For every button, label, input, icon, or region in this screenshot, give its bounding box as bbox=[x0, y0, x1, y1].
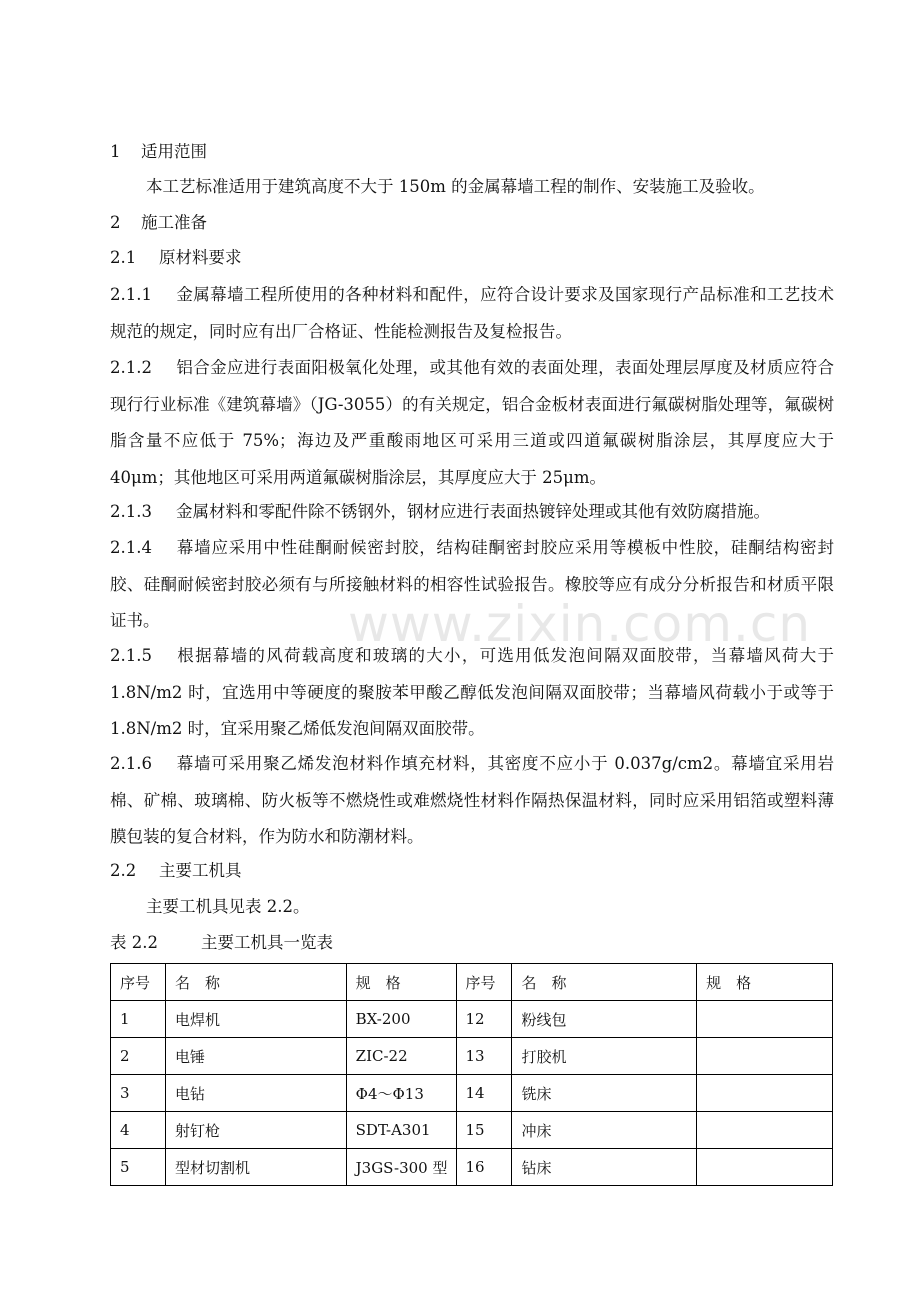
table-cell: 13 bbox=[456, 1038, 512, 1075]
section-2-2-heading: 2.2 主要工机具 bbox=[110, 861, 242, 880]
table-cell bbox=[697, 1075, 833, 1112]
paragraph-2-1-5: 2.1.5 根据幕墙的风荷载高度和玻璃的大小，可选用低发泡间隔双面胶带，当幕墙风荷大于 1.8N/m2 时，宜选用中等硬度的聚胺苯甲酸乙醇低发泡间隔双面胶带；当幕墙风荷载小于或等于 1.8N/m2 时，宜采用聚乙烯低发泡间隔双面胶带。 bbox=[110, 646, 834, 738]
watermark: www.zixin.com.cn bbox=[348, 595, 812, 653]
paragraph-2-1-1: 2.1.1 金属幕墙工程所使用的各种材料和配件，应符合设计要求及国家现行产品标准和工艺技术规范的规定，同时应有出厂合格证、性能检测报告及复检报告。 bbox=[110, 285, 834, 341]
table-cell bbox=[697, 1038, 833, 1075]
table-cell: 铣床 bbox=[512, 1075, 697, 1112]
section-1-heading: 1 适用范围 bbox=[110, 142, 207, 161]
header-cell: 名 称 bbox=[165, 964, 346, 1001]
table-cell: ZIC-22 bbox=[346, 1038, 456, 1075]
table-cell: 5 bbox=[111, 1149, 166, 1186]
paragraph-2-1-4: 2.1.4 幕墙应采用中性硅酮耐候密封胶，结构硅酮密封胶应采用等模板中性胶，硅酮结构密封胶、硅酮耐候密封胶必须有与所接触材料的相容性试验报告。橡胶等应有成分分析报告和材质平限证书。 bbox=[110, 538, 834, 630]
table-header-row bbox=[111, 964, 833, 1001]
table-cell: 粉线包 bbox=[512, 1001, 697, 1038]
table-cell: 4 bbox=[111, 1112, 166, 1149]
table-cell: 3 bbox=[111, 1075, 166, 1112]
table-cell: J3GS-300 型 bbox=[346, 1149, 456, 1186]
header-cell: 序号 bbox=[456, 964, 512, 1001]
section-2-heading: 2 施工准备 bbox=[110, 213, 207, 232]
table-row bbox=[111, 1075, 833, 1112]
table-row bbox=[111, 1149, 833, 1186]
table-cell: 冲床 bbox=[512, 1112, 697, 1149]
table-cell: 电锤 bbox=[165, 1038, 346, 1075]
table-cell: 电钻 bbox=[165, 1075, 346, 1112]
table-cell: SDT-A301 bbox=[346, 1112, 456, 1149]
table-row bbox=[111, 1001, 833, 1038]
table-cell: 2 bbox=[111, 1038, 166, 1075]
table-row bbox=[111, 1112, 833, 1149]
paragraph-2-1-3: 2.1.3 金属材料和零配件除不锈钢外，钢材应进行表面热镀锌处理或其他有效防腐措施。 bbox=[110, 502, 770, 521]
table-cell: 16 bbox=[456, 1149, 512, 1186]
header-cell: 名 称 bbox=[512, 964, 697, 1001]
table-cell: 射钉枪 bbox=[165, 1112, 346, 1149]
table-caption: 表 2.2 主要工机具一览表 bbox=[110, 933, 333, 952]
table-cell: 电焊机 bbox=[165, 1001, 346, 1038]
table-cell: 打胶机 bbox=[512, 1038, 697, 1075]
header-cell: 规 格 bbox=[697, 964, 833, 1001]
section-1-text: 本工艺标准适用于建筑高度不大于 150m 的金属幕墙工程的制作、安装施工及验收。 bbox=[146, 177, 765, 196]
table-cell: 12 bbox=[456, 1001, 512, 1038]
table-cell: Φ4～Φ13 bbox=[346, 1075, 456, 1112]
table-cell: 型材切割机 bbox=[165, 1149, 346, 1186]
section-2-2-text: 主要工机具见表 2.2。 bbox=[146, 897, 310, 916]
table-cell bbox=[697, 1001, 833, 1038]
table-cell bbox=[697, 1149, 833, 1186]
table-cell: BX-200 bbox=[346, 1001, 456, 1038]
table-cell: 15 bbox=[456, 1112, 512, 1149]
tools-table bbox=[110, 963, 833, 1186]
paragraph-2-1-2: 2.1.2 铝合金应进行表面阳极氧化处理，或其他有效的表面处理，表面处理层厚度及材质应符合现行行业标准《建筑幕墙》（JG-3055）的有关规定，铝合金板材表面进行氟碳树脂处理等，氟碳树脂含量不应低于 75%；海边及严重酸雨地区可采用三道或四道氟碳树脂涂层，其厚度应大于 40μm；其他地区可采用两道氟碳树脂涂层，其厚度应大于 25μm。 bbox=[110, 358, 834, 487]
header-cell: 序号 bbox=[111, 964, 166, 1001]
table-cell: 钻床 bbox=[512, 1149, 697, 1186]
table-row bbox=[111, 1038, 833, 1075]
header-cell: 规 格 bbox=[346, 964, 456, 1001]
paragraph-2-1-6: 2.1.6 幕墙可采用聚乙烯发泡材料作填充材料，其密度不应小于 0.037g/cm2。幕墙宜采用岩棉、矿棉、玻璃棉、防火板等不燃烧性或难燃烧性材料作隔热保温材料，同时应采用铝箔或塑料薄膜包装的复合材料，作为防水和防潮材料。 bbox=[110, 754, 834, 846]
table-cell bbox=[697, 1112, 833, 1149]
table-cell: 14 bbox=[456, 1075, 512, 1112]
table-cell: 1 bbox=[111, 1001, 166, 1038]
section-2-1-heading: 2.1 原材料要求 bbox=[110, 248, 242, 267]
